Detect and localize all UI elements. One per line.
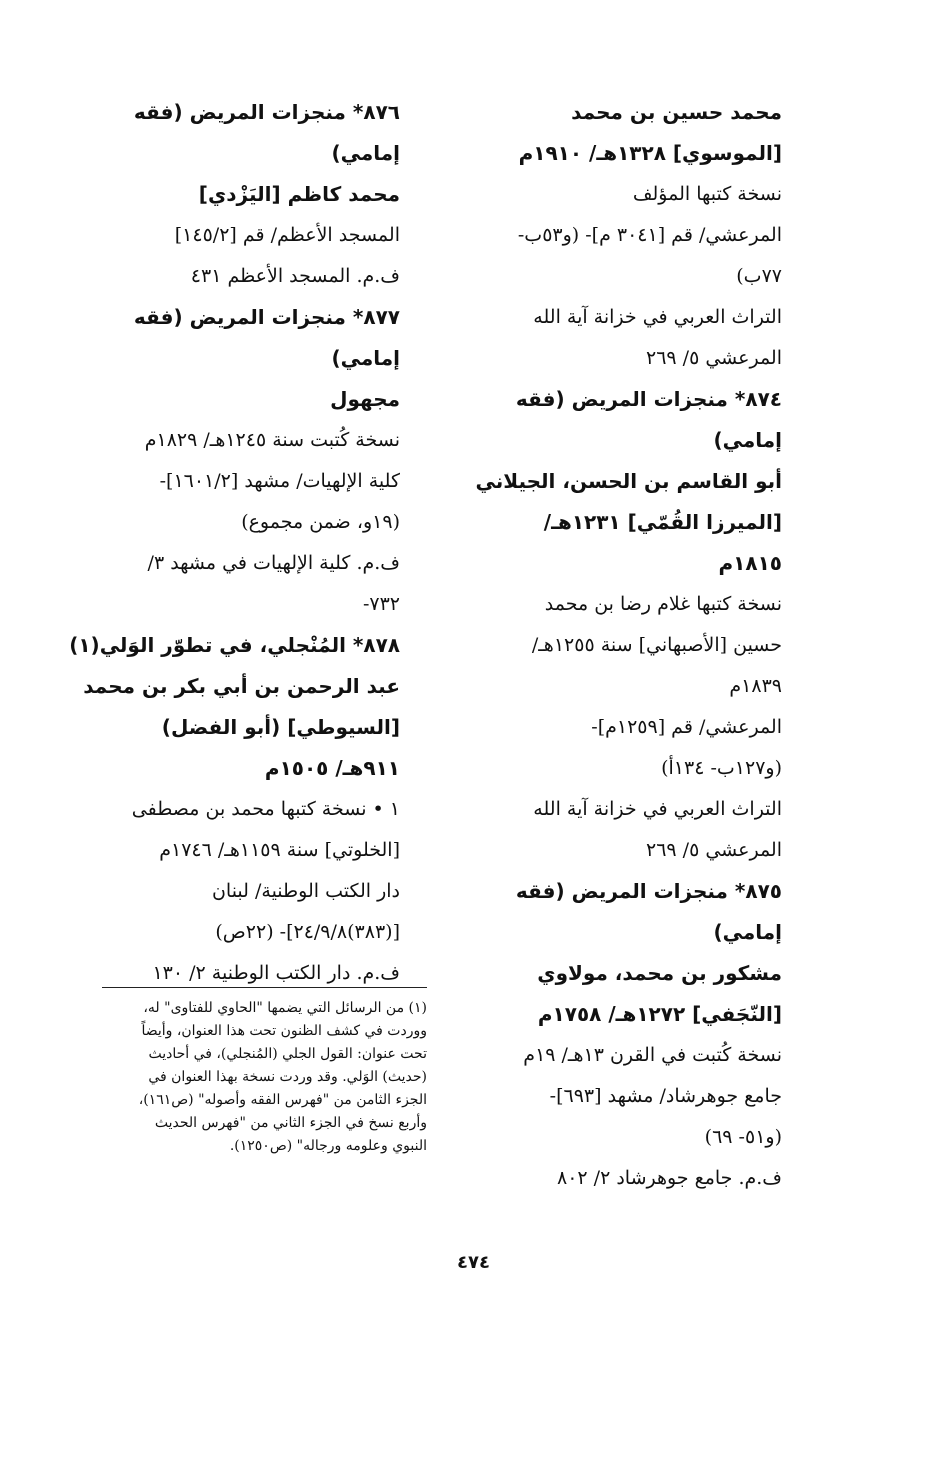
footnote-line: الجزء الثامن من "فهرس الفقه وأصوله" (ص١٦١)،: [138, 1092, 427, 1108]
right-column-line: محمد حسين بن محمد: [571, 100, 782, 124]
left-column-line: [(٣٨٣)٢٤/٩/٨]- (٢٢ص): [215, 921, 400, 943]
left-column-line: إمامي): [331, 346, 400, 370]
right-column-line: مشكور بن محمد، مولاوي: [537, 961, 782, 985]
right-column-line: نسخة كتبها غلام رضا بن محمد: [544, 593, 782, 615]
footnote-line: (١) من الرسائل التي يضمها "الحاوي للفتاوى" له،: [143, 1000, 427, 1016]
right-column-line: المرعشي ٥/ ٢٦٩: [646, 839, 782, 861]
right-column-line: المرعشي/ قم [٣٠٤١ م]- (و٥٣ب-: [517, 224, 782, 246]
left-column-line: نسخة كُتبت سنة ١٢٤٥هـ/ ١٨٢٩م: [144, 429, 400, 451]
right-column-line: جامع جوهرشاد/ مشهد [٦٩٣]-: [549, 1085, 782, 1107]
left-column-line: مجهول: [330, 387, 400, 411]
footnote-line: تحت عنوان: القول الجلي (المُنجلي)، في أحاديث: [148, 1046, 427, 1062]
right-column-line: التراث العربي في خزانة آية الله: [533, 306, 782, 328]
footnote-line: النبوي وعلومه ورجاله" (ص١٢٥٠).: [229, 1138, 427, 1154]
right-column-line: إمامي): [713, 428, 782, 452]
right-column-line: التراث العربي في خزانة آية الله: [533, 798, 782, 820]
right-column-line: ٨٧٥* منجزات المريض (فقه: [515, 879, 782, 903]
left-column-line: محمد كاظم [اليَزْدي]: [198, 182, 400, 206]
page-number: ٤٧٤: [457, 1252, 490, 1273]
left-column: [40, 92, 400, 994]
right-column-line: ١٨٣٩م: [729, 675, 782, 697]
right-column-line: المرعشي ٥/ ٢٦٩: [646, 347, 782, 369]
footnote-line: وأربع نسخ في الجزء الثاني من "فهرس الحديث: [154, 1115, 427, 1131]
left-column-line: ف.م. دار الكتب الوطنية ٢/ ١٣٠: [152, 962, 400, 984]
left-column-line: عبد الرحمن بن أبي بكر بن محمد: [83, 674, 400, 698]
right-column-line: ٧٧ب): [736, 265, 782, 287]
left-column-line: [الخلوتي] سنة ١١٥٩هـ/ ١٧٤٦م: [159, 839, 400, 861]
left-column-line: (١٩و، ضمن مجموع): [241, 511, 400, 533]
left-column-line: ٧٣٢-: [362, 593, 400, 615]
footnote-separator: [102, 987, 427, 988]
right-column-line: ١٨١٥م: [718, 551, 782, 575]
right-column-line: [الميرزا القُمّي] ١٢٣١هـ/: [543, 510, 782, 534]
right-column: [464, 92, 782, 1199]
right-column-line: نسخة كتبها المؤلف: [632, 183, 782, 205]
left-column-line: ١ • نسخة كتبها محمد بن مصطفى: [131, 798, 400, 820]
right-column-line: نسخة كُتبت في القرن ١٣هـ/ ١٩م: [523, 1044, 782, 1066]
footnote-line: (حديث) الوَلي. وقد وردت نسخة بهذا العنوان في: [148, 1069, 427, 1085]
right-column-line: (و١٢٧ب- ١٣٤أ): [661, 757, 782, 779]
left-column-line: ٩١١هـ/ ١٥٠٥م: [264, 756, 400, 780]
footnotes: [102, 997, 427, 1158]
left-column-line: ٨٧٦* منجزات المريض (فقه: [133, 100, 400, 124]
left-column-line: ٨٧٨* المُنْجلي، في تطوّر الوَلي(١): [69, 633, 400, 657]
left-column-line: ف.م. المسجد الأعظم ٤٣١: [190, 265, 400, 287]
right-column-line: إمامي): [713, 920, 782, 944]
left-column-line: إمامي): [331, 141, 400, 165]
right-column-line: أبو القاسم بن الحسن، الجيلاني: [475, 469, 782, 493]
right-column-line: (و٥١- ٦٩): [704, 1126, 782, 1148]
left-column-line: المسجد الأعظم/ قم [١٤٥/٢]: [174, 224, 400, 246]
right-column-line: [النّجَفي] ١٢٧٢هـ/ ١٧٥٨م: [537, 1002, 782, 1026]
left-column-line: كلية الإلهيات/ مشهد [١٦٠١/٢]-: [159, 470, 400, 492]
right-column-line: ف.م. جامع جوهرشاد ٢/ ٨٠٢: [556, 1167, 782, 1189]
right-column-line: حسين [الأصبهاني] سنة ١٢٥٥هـ/: [531, 634, 782, 656]
right-column-line: المرعشي/ قم [١٢٥٩م]-: [591, 716, 782, 738]
left-column-line: ٨٧٧* منجزات المريض (فقه: [133, 305, 400, 329]
left-column-line: دار الكتب الوطنية/ لبنان: [211, 880, 400, 902]
right-column-line: [الموسوي] ١٣٢٨هـ/ ١٩١٠م: [518, 141, 782, 165]
left-column-line: [السيوطي] (أبو الفضل): [161, 715, 400, 739]
footnote-line: ووردت في كشف الظنون تحت هذا العنوان، وأيضاً: [141, 1023, 427, 1039]
left-column-line: ف.م. كلية الإلهيات في مشهد ٣/: [147, 552, 400, 574]
right-column-line: ٨٧٤* منجزات المريض (فقه: [515, 387, 782, 411]
